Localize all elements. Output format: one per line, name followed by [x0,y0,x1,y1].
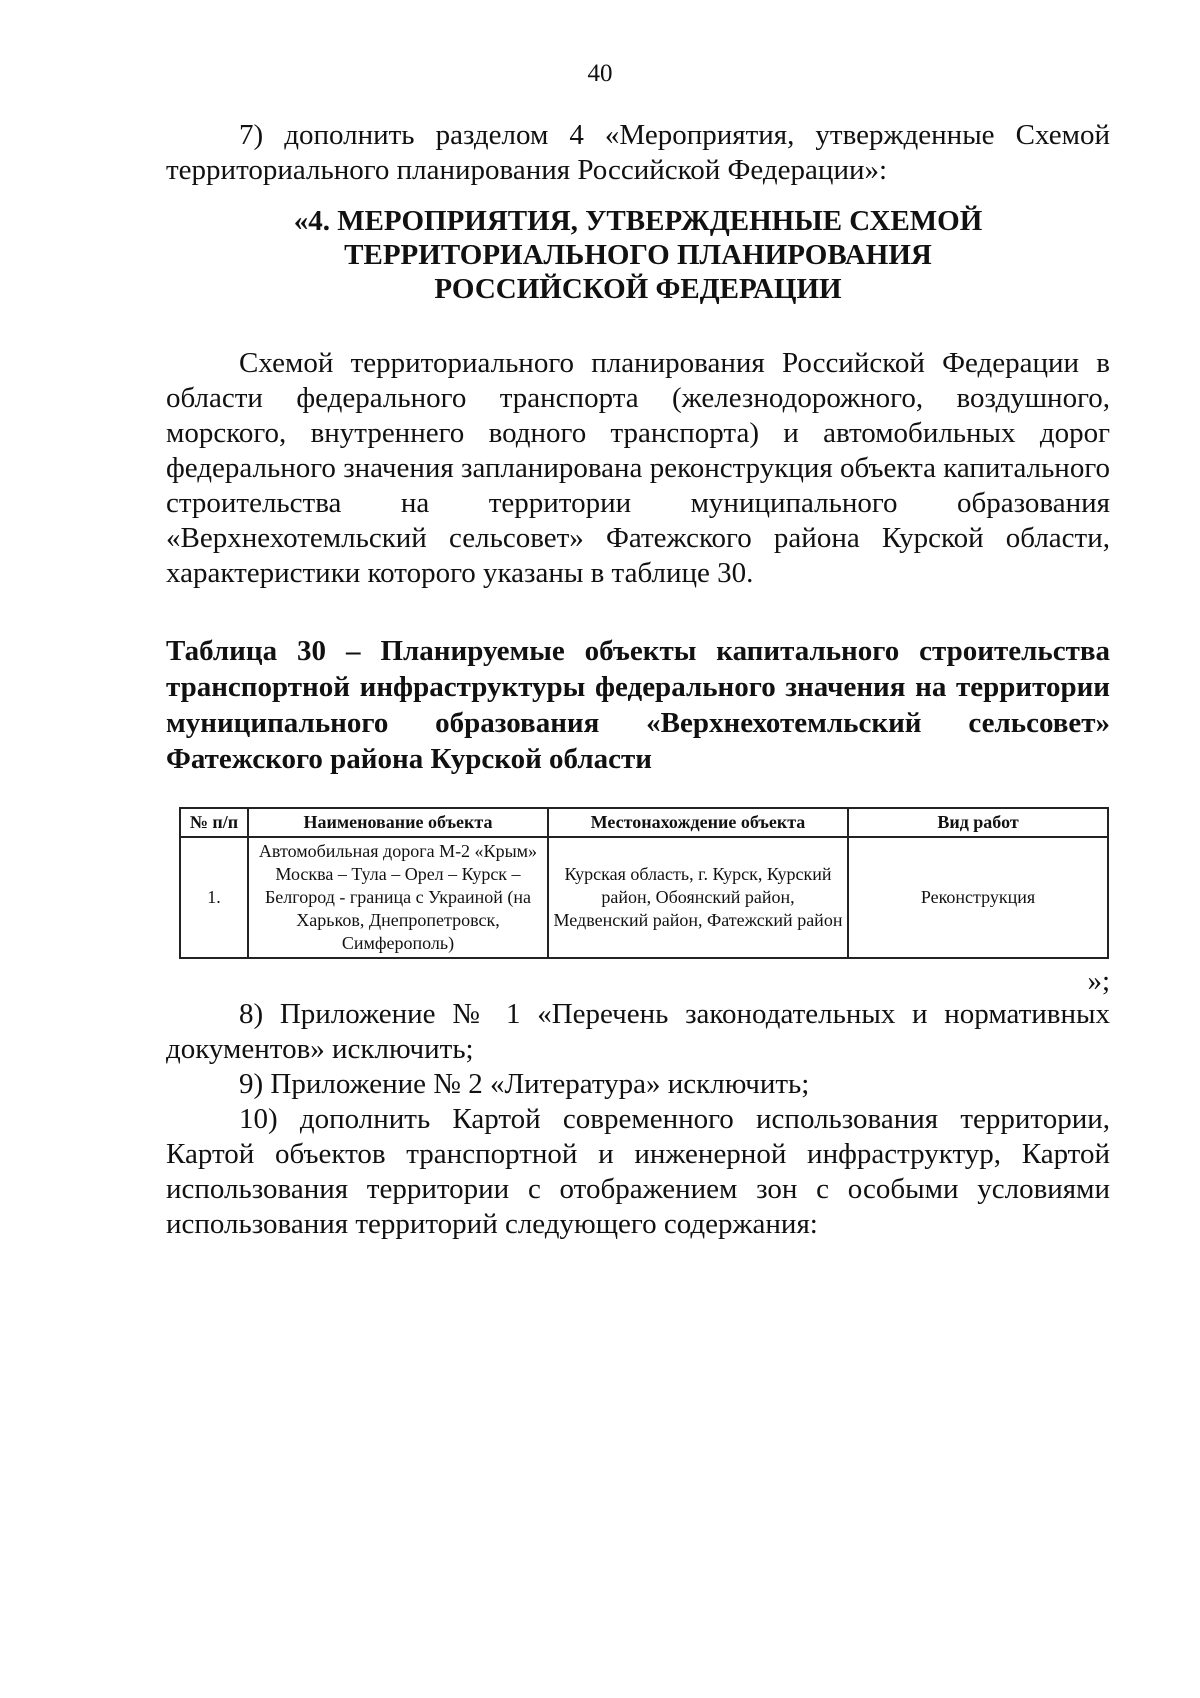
section-heading-line-3: РОССИЙСКОЙ ФЕДЕРАЦИИ [434,273,842,305]
body-paragraph: Схемой территориального планирования Российской Федерации в области федерального транспорта (железнодорожного, воздушного, морского, внутреннего водного транспорта) и автомобильных дорог федерального значения запланирована реконструкция объекта капитального строительства на территории муниципального образования «Верхнехотемльский сельсовет» Фатежского района Курской области, характеристики которого указаны в таблице 30. [166,347,1110,589]
cell-num: 1. [180,837,248,958]
table-caption: Таблица 30 – Планируемые объекты капитального строительства транспортной инфраструктуры федерального значения на территории муниципального образования «Верхнехотемльский сельсовет» Фатежского района Курской области [166,635,1110,775]
table-header-row [180,808,1108,837]
header-work-type: Вид работ [848,808,1108,837]
works-table [179,807,1109,959]
header-location: Местонахождение объекта [548,808,848,837]
item-9-paragraph: 9) Приложение № 2 «Литература» исключить; [239,1068,810,1100]
cell-name: Автомобильная дорога М-2 «Крым» Москва – Тула – Орел – Курск – Белгород - граница с Украиной (на Харьков, Днепропетровск, Симферополь) [248,837,548,958]
section-heading-line-1: «4. МЕРОПРИЯТИЯ, УТВЕРЖДЕННЫЕ СХЕМОЙ [293,205,983,237]
item-7-paragraph: 7) дополнить разделом 4 «Мероприятия, утвержденные Схемой территориального планирования Российской Федерации»: [166,119,1110,186]
document-content [166,118,1110,1242]
section-heading [166,204,1110,306]
page-number: 40 [587,60,613,87]
header-num: № п/п [180,808,248,837]
item-8-paragraph: 8) Приложение № 1 «Перечень законодательных и нормативных документов» исключить; [166,998,1110,1065]
section-heading-line-2: ТЕРРИТОРИАЛЬНОГО ПЛАНИРОВАНИЯ [344,239,932,271]
cell-location: Курская область, г. Курск, Курский район, Обоянский район, Медвенский район, Фатежский район [548,837,848,958]
item-10-paragraph: 10) дополнить Картой современного использования территории, Картой объектов транспортной и инженерной инфраструктур, Картой использования территории с отображением зон с особыми условиями использования территорий следующего содержания: [166,1103,1110,1240]
header-name: Наименование объекта [248,808,548,837]
table-row [180,837,1108,958]
cell-work-type: Реконструкция [848,837,1108,958]
closing-quote: »; [1087,965,1110,997]
